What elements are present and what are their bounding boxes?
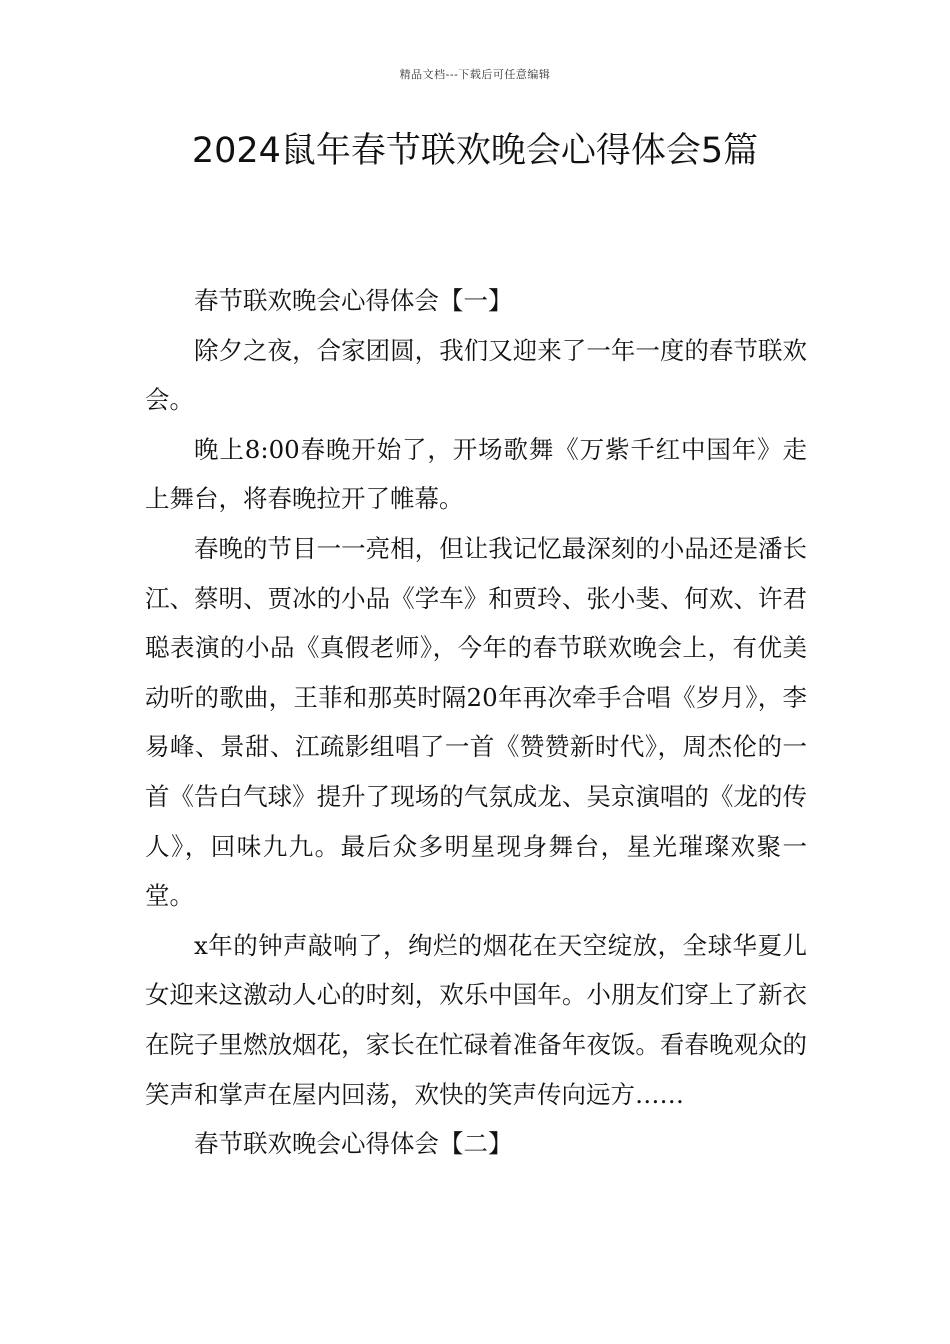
section-heading-2: 春节联欢晚会心得体会【二】 <box>194 1129 513 1159</box>
header-note: 精品文档---下载后可任意编辑 <box>399 68 551 81</box>
paragraph: 春晚的节目一一亮相，但让我记忆最深刻的小品还是潘长江、蔡明、贾冰的小品《学车》和贾玲、张小斐、何欢、许君聪表演的小品《真假老师》，今年的春节联欢晚会上，有优美动听的歌曲，王菲和那英时隔20年再次牵手合唱《岁月》，李易峰、景甜、江疏影组唱了一首《赞赞新时代》，周杰伦的一首《告白气球》提升了现场的气氛成龙、吴京演唱的《龙的传人》，回味九九。最后众多明星现身舞台，星光璀璨欢聚一堂。 <box>145 533 807 911</box>
paragraph: x年的钟声敲响了，绚烂的烟花在天空绽放，全球华夏儿女迎来这激动人心的时刻，欢乐中国年。小朋友们穿上了新衣在院子里燃放烟花，家长在忙碌着准备年夜饭。看春晚观众的笑声和掌声在屋内回荡，欢快的笑声传向远方…… <box>145 930 807 1109</box>
document-body <box>145 276 807 1169</box>
section-heading-1: 春节联欢晚会心得体会【一】 <box>194 286 513 315</box>
document-title: 2024鼠年春节联欢晚会心得体会5篇 <box>191 131 759 171</box>
paragraph: 除夕之夜，合家团圆，我们又迎来了一年一度的春节联欢会。 <box>145 335 807 415</box>
paragraph: 晚上8:00春晚开始了，开场歌舞《万紫千红中国年》走上舞台，将春晚拉开了帷幕。 <box>145 434 807 514</box>
